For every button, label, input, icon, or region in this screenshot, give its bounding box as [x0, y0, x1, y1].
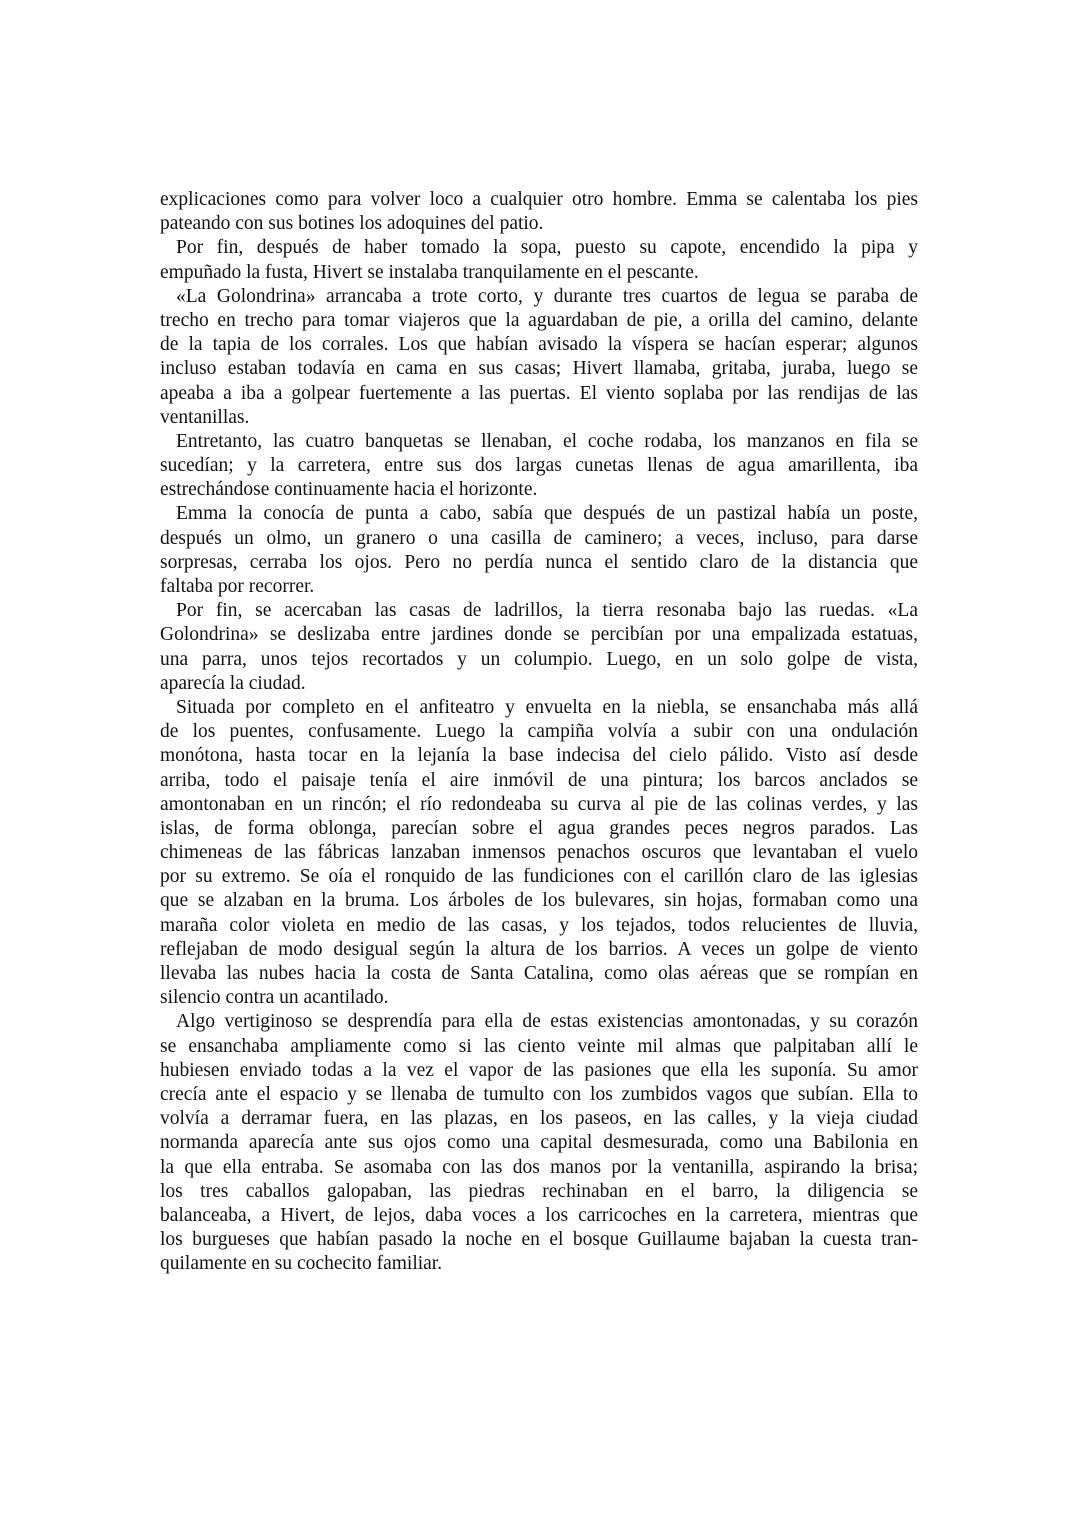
text-line: chimeneas de las fábricas lanzaban inmensos penachos oscuros que levantaban el vuelo [160, 842, 918, 864]
paragraph [160, 502, 918, 599]
text-line: ventanillas. [160, 406, 250, 428]
text-line: incluso estaban todavía en cama en sus casas; Hivert llamaba, gritaba, juraba, luego se [160, 358, 918, 380]
paragraph [160, 285, 918, 430]
text-line: trecho en trecho para tomar viajeros que la aguardaban de pie, a orilla del camino, delante [160, 309, 918, 331]
text-line: amontonaban en un rincón; el río redondeaba su curva al pie de las colinas verdes, y las [160, 793, 918, 815]
document-page [160, 188, 918, 1276]
text-line: hubiesen enviado todas a la vez el vapor de las pasiones que ella les suponía. Su amor [160, 1059, 918, 1081]
text-line: silencio contra un acantilado. [160, 987, 389, 1009]
text-line: islas, de forma oblonga, parecían sobre el agua grandes peces negros parados. Las [160, 817, 918, 839]
text-line: pateando con sus botines los adoquines del patio. [160, 213, 544, 235]
text-line: Por fin, se acercaban las casas de ladrillos, la tierra resonaba bajo las ruedas. «La [176, 600, 918, 622]
text-line: Algo vertiginoso se desprendía para ella de estas existencias amontonadas, y su corazón [176, 1011, 918, 1033]
text-line: quilamente en su cochecito familiar. [160, 1253, 443, 1275]
text-line: apeaba a iba a golpear fuertemente a las puertas. El viento soplaba por las rendijas de las [160, 382, 918, 404]
text-line: la que ella entraba. Se asomaba con las dos manos por la ventanilla, aspirando la brisa; [160, 1156, 918, 1178]
text-line: por su extremo. Se oía el ronquido de las fundiciones con el carillón claro de las iglesias [160, 866, 918, 888]
text-line: llevaba las nubes hacia la costa de Santa Catalina, como olas aéreas que se rompían en [160, 963, 918, 984]
text-line: de la tapia de los corrales. Los que habían avisado la víspera se hacían esperar; algunos [160, 334, 918, 356]
paragraph [160, 1010, 918, 1276]
text-line: faltaba por recorrer. [160, 576, 315, 597]
paragraph [160, 188, 918, 236]
text-line: arriba, todo el paisaje tenía el aire inmóvil de una pintura; los barcos anclados se [160, 769, 918, 791]
text-line: sorpresas, cerraba los ojos. Pero no perdía nunca el sentido claro de la distancia que [160, 551, 918, 573]
text-line: Situada por completo en el anfiteatro y envuelta en la niebla, se ensanchaba más allá [176, 696, 918, 718]
paragraph [160, 236, 918, 284]
text-line: «La Golondrina» arrancaba a trote corto, y durante tres cuartos de legua se paraba de [176, 285, 918, 307]
text-line: empuñado la fusta, Hivert se instalaba tranquilamente en el pescante. [160, 261, 699, 283]
text-line: después un olmo, un granero o una casilla de caminero; a veces, incluso, para darse [160, 527, 918, 549]
text-line: Por fin, después de haber tomado la sopa, puesto su capote, encendido la pipa y [176, 237, 918, 259]
text-line: aparecía la ciudad. [160, 672, 306, 694]
text-line: una parra, unos tejos recortados y un columpio. Luego, en un solo golpe de vista, [160, 648, 918, 670]
text-line: crecía ante el espacio y se llenaba de tumulto con los zumbidos vagos que subían. Ella to [160, 1083, 918, 1105]
text-line: maraña color violeta en medio de las casas, y los tejados, todos relucientes de lluvia, [160, 914, 918, 936]
text-line: Entretanto, las cuatro banquetas se llenaban, el coche rodaba, los manzanos en fila se [176, 430, 918, 452]
text-line: reflejaban de modo desigual según la altura de los barrios. A veces un golpe de viento [160, 938, 918, 960]
text-line: de los puentes, confusamente. Luego la campiña volvía a subir con una ondulación [160, 721, 918, 743]
text-line: monótona, hasta tocar en la lejanía la base indecisa del cielo pálido. Visto así desde [160, 745, 918, 767]
text-line: los burgueses que habían pasado la noche en el bosque Guillaume bajaban la cuesta tran- [160, 1229, 918, 1251]
text-line: los tres caballos galopaban, las piedras rechinaban en el barro, la diligencia se [160, 1180, 918, 1202]
text-line: se ensanchaba ampliamente como si las ciento veinte mil almas que palpitaban allí le [160, 1035, 918, 1057]
paragraph [160, 696, 918, 1010]
paragraph [160, 430, 918, 503]
text-line: sucedían; y la carretera, entre sus dos largas cunetas llenas de agua amarillenta, iba [160, 455, 918, 477]
text-line: normanda aparecía ante sus ojos como una capital desmesurada, como una Babilonia en [160, 1132, 918, 1154]
text-line: Emma la conocía de punta a cabo, sabía que después de un pastizal había un poste, [176, 503, 918, 525]
text-line: que se alzaban en la bruma. Los árboles de los bulevares, sin hojas, formaban como una [160, 890, 918, 912]
text-line: estrechándose continuamente hacia el horizonte. [160, 479, 538, 501]
text-line: Golondrina» se deslizaba entre jardines donde se percibían por una empalizada estatuas, [160, 624, 918, 646]
text-line: explicaciones como para volver loco a cualquier otro hombre. Emma se calentaba los pies [160, 189, 918, 210]
text-line: balanceaba, a Hivert, de lejos, daba voces a los carricoches en la carretera, mientras que [160, 1204, 918, 1226]
text-line: volvía a derramar fuera, en las plazas, en los paseos, en las calles, y la vieja ciudad [160, 1108, 918, 1130]
paragraph [160, 599, 918, 696]
